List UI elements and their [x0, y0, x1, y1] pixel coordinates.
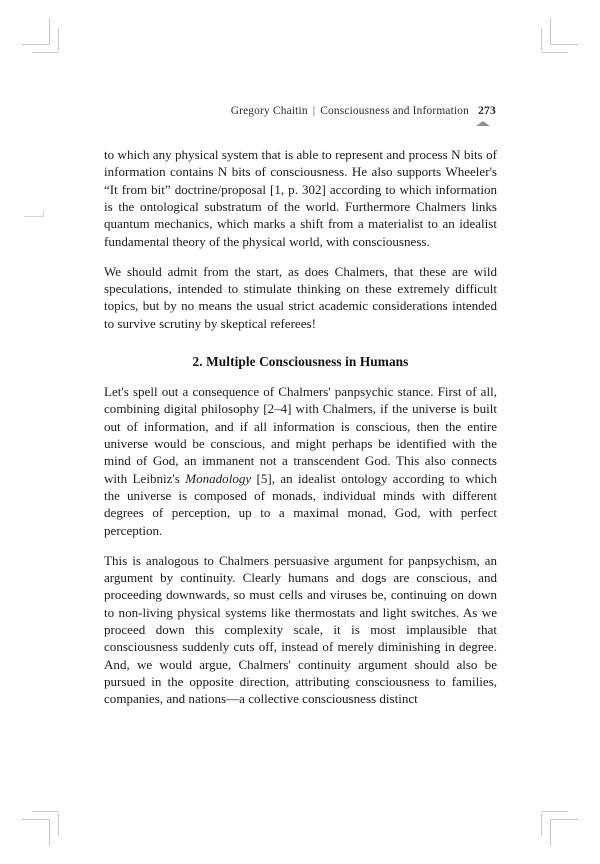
paragraph-continuity-argument: This is analogous to Chalmers persuasive argument for panpsychism, an argument by continuity. Clearly humans and dogs are conscious, and proceeding downwards, so must cells and viruses be, continuing on down to non-living physical systems like thermostats and light switches. As we proceed down this complexity scale, it is most implausible that consciousness suddenly cuts off, instead of merely diminishing in degree. And, we would argue, Chalmers' continuity argument should also be pursued in the opposite direction, attributing consciousness to families, companies, and nations—a collective consciousness distinct: [104, 552, 497, 707]
running-head-separator: |: [312, 105, 316, 117]
paragraph-run-before: Let's spell out a consequence of Chalmers' panpsychic stance. First of all, combining digital philosophy [2–4] with Chalmers, if the universe is built out of information, and if all information is conscious, then the entire universe would be conscious, and might perhaps be identified with the mind of God, an immanent not a transcendent God. This also connects with Leibniz's: [104, 383, 497, 486]
section-heading: 2. Multiple Consciousness in Humans: [192, 353, 409, 369]
crop-mark-top-right: [542, 18, 578, 56]
crop-mark-top-left: [22, 18, 58, 56]
crop-mark-bottom-right: [542, 808, 578, 846]
fold-mark-left-edge: [24, 210, 44, 222]
running-head: [104, 104, 496, 122]
crop-mark-bottom-left: [22, 808, 58, 846]
running-head-title: Consciousness and Information: [320, 105, 470, 117]
triangle-ornament-icon: [476, 121, 490, 126]
paragraph-continued-chalmers-bits: to which any physical system that is able to represent and process N bits of information contains N bits of consciousness. He also supports Wheeler's “It from bit” doctrine/proposal [1, p. 302] according to which information is the ontological substratum of the world. Furthermore Chalmers links quantum mechanics, which marks a shift from a materialist to an idealist fundamental theory of the physical world, with consciousness.: [104, 147, 497, 249]
running-head-author: Gregory Chaitin: [230, 105, 308, 117]
page-number: 273: [478, 104, 496, 117]
paragraph-wild-speculations: We should admit from the start, as does Chalmers, that these are wild speculations, intended to stimulate thinking on these extremely difficult topics, but by no means the usual strict academic considerations intended to survive scrutiny by skeptical referees!: [104, 263, 497, 331]
body-text-column: [104, 146, 497, 708]
paragraph-panpsychic-stance: [104, 383, 497, 539]
book-title-monadology: Monadology: [185, 470, 252, 486]
paragraph-run-after: [5], an idealist ontology according to which the universe is composed of monads, individual minds with different degrees of perception, up to a maximal monad, God, with perfect perception.: [104, 470, 497, 538]
